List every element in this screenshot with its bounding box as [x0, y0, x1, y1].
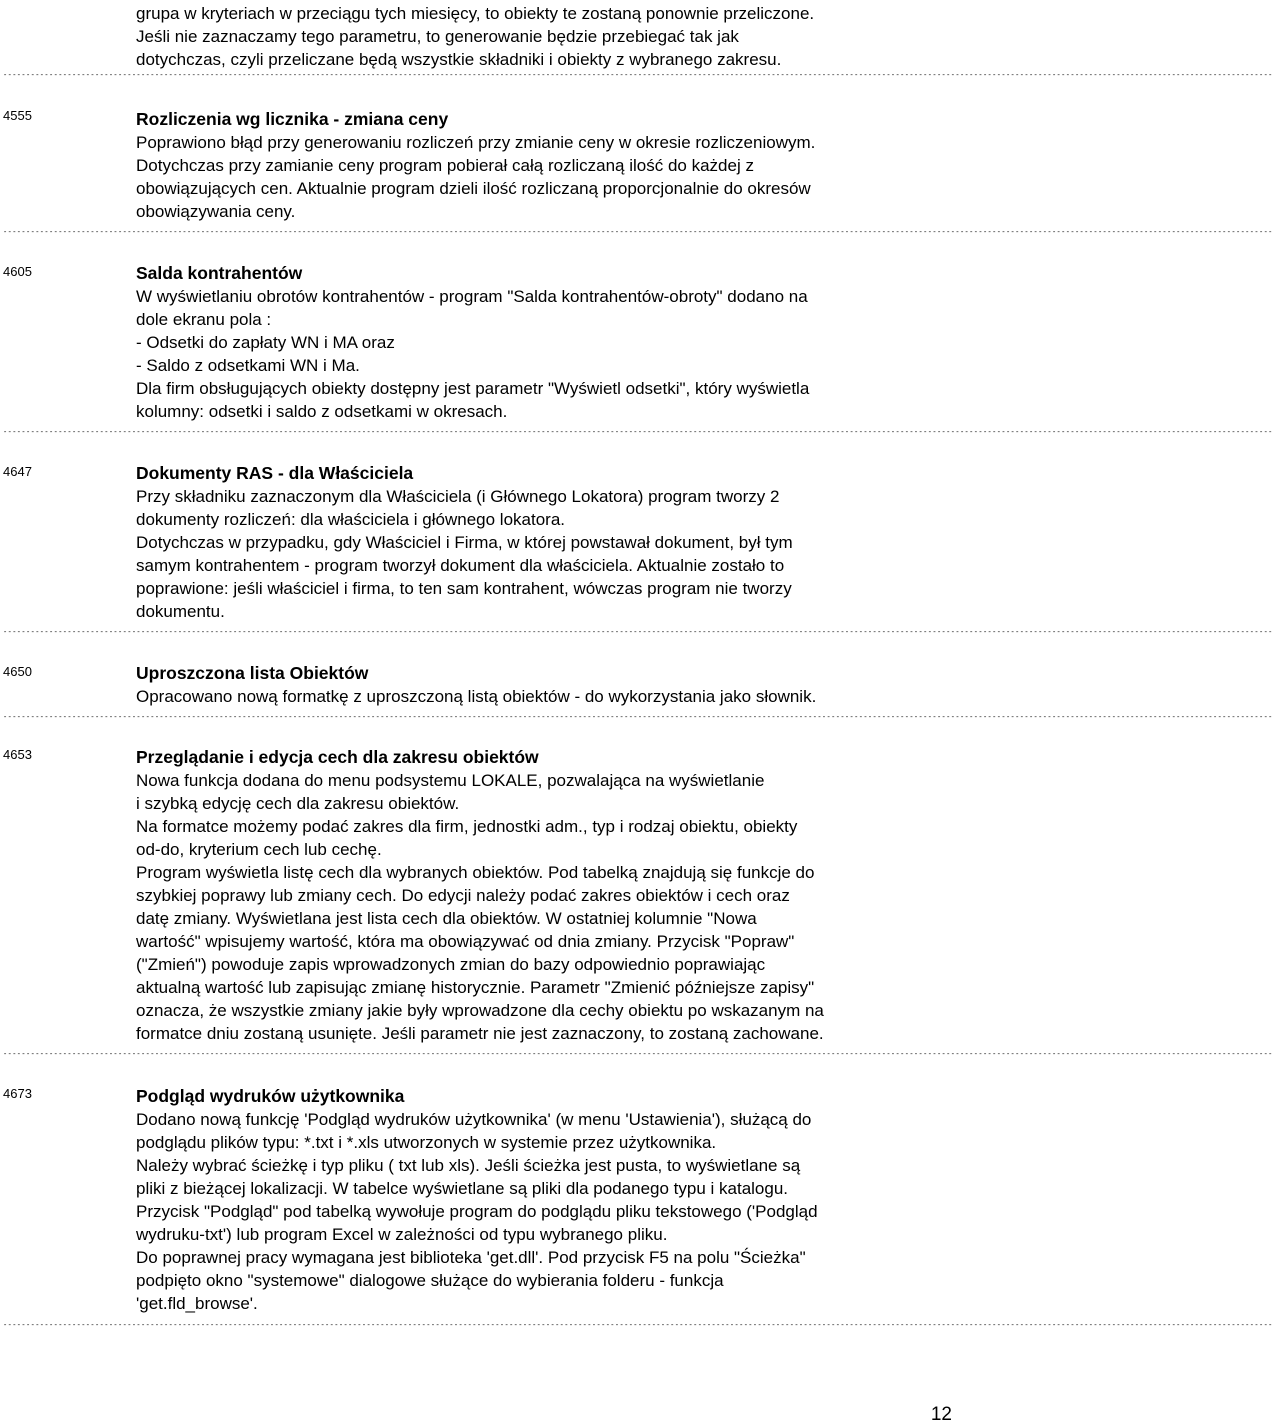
entry-line: Opracowano nową formatkę z uproszczoną listą obiektów - do wykorzystania jako słownik.: [136, 687, 817, 706]
page-number: 12: [930, 1404, 952, 1425]
entry-line: podglądu plików typu: *.txt i *.xls utworzonych w systemie przez użytkownika.: [136, 1133, 717, 1152]
separator-line: ------------------------------------------------------------------------------------------------------------------------------------------------------------------------------------------------------------------------------------------------------------------------------------: [3, 229, 1273, 237]
separator-line: ------------------------------------------------------------------------------------------------------------------------------------------------------------------------------------------------------------------------------------------------------------------------------------: [3, 1051, 1273, 1059]
entry-title: Uproszczona lista Obiektów: [136, 663, 369, 683]
entry-title: Dokumenty RAS - dla Właściciela: [136, 463, 414, 483]
entry-title: Przeglądanie i edycja cech dla zakresu obiektów: [136, 747, 539, 767]
entry-line: formatce dniu zostaną usunięte. Jeśli parametr nie jest zaznaczony, to zostaną zachowane.: [136, 1024, 824, 1043]
entry-title: Rozliczenia wg licznika - zmiana ceny: [136, 109, 449, 129]
entry-line: Przy składniku zaznaczonym dla Właściciela (i Głównego Lokatora) program tworzy 2: [136, 487, 780, 506]
separator-line: ------------------------------------------------------------------------------------------------------------------------------------------------------------------------------------------------------------------------------------------------------------------------------------: [3, 629, 1273, 637]
entry-line: Poprawiono błąd przy generowaniu rozliczeń przy zmianie ceny w okresie rozliczeniowym.: [136, 133, 816, 152]
entry-number: 4673: [3, 1086, 32, 1101]
entry-line: W wyświetlaniu obrotów kontrahentów - program "Salda kontrahentów-obroty" dodano na: [136, 287, 808, 306]
entry-line: i szybką edycję cech dla zakresu obiektów.: [136, 794, 460, 813]
entry-line: Należy wybrać ścieżkę i typ pliku ( txt lub xls). Jeśli ścieżka jest pusta, to wyświetlane są: [136, 1156, 801, 1175]
intro-line: dotychczas, czyli przeliczane będą wszystkie składniki i obiekty z wybranego zakresu.: [136, 50, 782, 69]
entry-line: szybkiej poprawy lub zmiany cech. Do edycji należy podać zakres obiektów i cech oraz: [136, 886, 790, 905]
entry-line: - Odsetki do zapłaty WN i MA oraz: [136, 333, 395, 352]
entry-number: 4647: [3, 464, 32, 479]
entry-line: datę zmiany. Wyświetlana jest lista cech dla obiektów. W ostatniej kolumnie "Nowa: [136, 909, 757, 928]
entry-line: Dodano nową funkcję 'Podgląd wydruków użytkownika' (w menu 'Ustawienia'), służącą do: [136, 1110, 812, 1129]
entry-line: wydruku-txt') lub program Excel w zależności od typu wybranego pliku.: [136, 1225, 668, 1244]
entry-line: obowiązujących cen. Aktualnie program dzieli ilość rozliczaną proporcjonalnie do okresów: [136, 179, 811, 198]
entry-line: pliki z bieżącej lokalizacji. W tabelce wyświetlane są pliki dla podanego typu i katalogu.: [136, 1179, 789, 1198]
entry-line: ("Zmień") powoduje zapis wprowadzonych zmian do bazy odpowiednio poprawiając: [136, 955, 766, 974]
separator-line: ------------------------------------------------------------------------------------------------------------------------------------------------------------------------------------------------------------------------------------------------------------------------------------: [3, 714, 1273, 722]
intro-line: Jeśli nie zaznaczamy tego parametru, to generowanie będzie przebiegać tak jak: [136, 27, 739, 46]
entry-line: 'get.fld_browse'.: [136, 1294, 258, 1313]
entry-line: kolumny: odsetki i saldo z odsetkami w okresach.: [136, 402, 508, 421]
separator-line: ------------------------------------------------------------------------------------------------------------------------------------------------------------------------------------------------------------------------------------------------------------------------------------: [3, 429, 1273, 437]
entry-line: dole ekranu pola :: [136, 310, 272, 329]
entry-line: od-do, kryterium cech lub cechę.: [136, 840, 382, 859]
entry-line: Dla firm obsługujących obiekty dostępny jest parametr "Wyświetl odsetki", który wyświetla: [136, 379, 810, 398]
entry-line: poprawione: jeśli właściciel i firma, to ten sam kontrahent, wówczas program nie tworzy: [136, 579, 792, 598]
entry-line: aktualną wartość lub zapisując zmianę historycznie. Parametr "Zmienić późniejsze zapisy": [136, 978, 815, 997]
entry-line: dokumentu.: [136, 602, 225, 621]
entry-title: Podgląd wydruków użytkownika: [136, 1086, 405, 1106]
entry-number: 4555: [3, 108, 32, 123]
intro-line: grupa w kryteriach w przeciągu tych miesięcy, to obiekty te zostaną ponownie przeliczone.: [136, 4, 815, 23]
separator-line: ------------------------------------------------------------------------------------------------------------------------------------------------------------------------------------------------------------------------------------------------------------------------------------: [3, 1322, 1273, 1330]
entry-line: podpięto okno "systemowe" dialogowe służące do wybierania folderu - funkcja: [136, 1271, 724, 1290]
entry-title: Salda kontrahentów: [136, 263, 303, 283]
entry-line: Do poprawnej pracy wymagana jest biblioteka 'get.dll'. Pod przycisk F5 na polu "Ścieżka": [136, 1248, 806, 1267]
entry-number: 4653: [3, 747, 32, 762]
entry-line: dokumenty rozliczeń: dla właściciela i głównego lokatora.: [136, 510, 565, 529]
entry-line: Dotychczas przy zamianie ceny program pobierał całą rozliczaną ilość do każdej z: [136, 156, 754, 175]
entry-line: - Saldo z odsetkami WN i Ma.: [136, 356, 360, 375]
entry-number: 4605: [3, 264, 32, 279]
entry-line: samym kontrahentem - program tworzył dokument dla właściciela. Aktualnie zostało to: [136, 556, 785, 575]
entry-number: 4650: [3, 664, 32, 679]
separator-line: ------------------------------------------------------------------------------------------------------------------------------------------------------------------------------------------------------------------------------------------------------------------------------------: [3, 72, 1273, 80]
entry-line: oznacza, że wszystkie zmiany jakie były wprowadzone dla cechy obiektu po wskazanym na: [136, 1001, 824, 1020]
entry-line: Program wyświetla listę cech dla wybranych obiektów. Pod tabelką znajdują się funkcje do: [136, 863, 815, 882]
entry-line: wartość" wpisujemy wartość, która ma obowiązywać od dnia zmiany. Przycisk "Popraw": [136, 932, 795, 951]
entry-line: Nowa funkcja dodana do menu podsystemu LOKALE, pozwalająca na wyświetlanie: [136, 771, 765, 790]
entry-line: obowiązywania ceny.: [136, 202, 296, 221]
entry-line: Przycisk "Podgląd" pod tabelką wywołuje program do podglądu pliku tekstowego ('Podgląd: [136, 1202, 818, 1221]
entry-line: Dotychczas w przypadku, gdy Właściciel i Firma, w której powstawał dokument, był tym: [136, 533, 793, 552]
entry-line: Na formatce możemy podać zakres dla firm, jednostki adm., typ i rodzaj obiektu, obiekty: [136, 817, 798, 836]
